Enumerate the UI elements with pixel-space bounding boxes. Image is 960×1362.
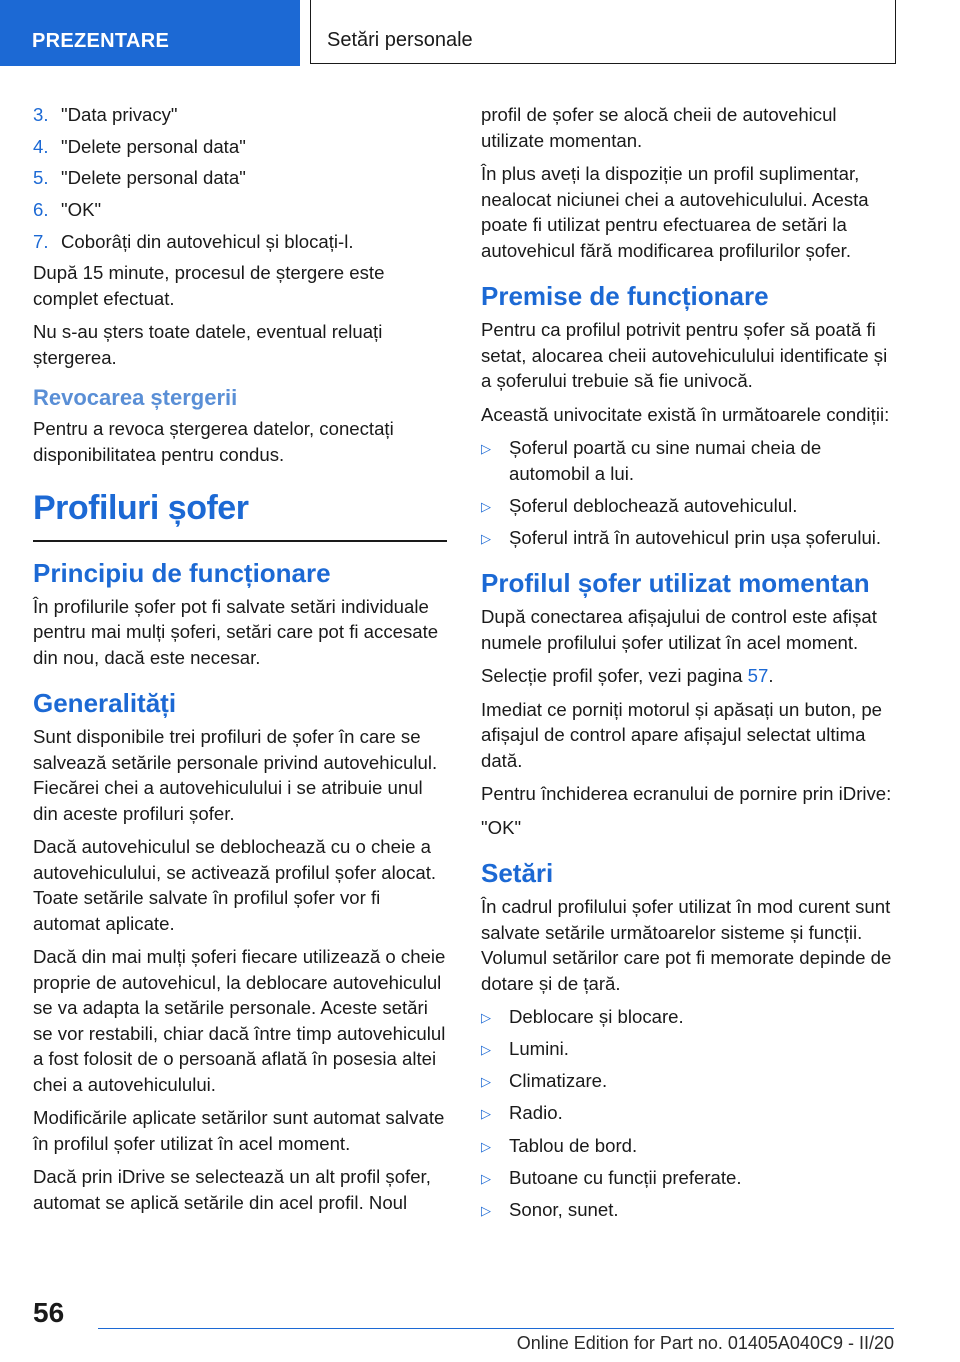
general-paragraph: Dacă autovehiculul se deblochează cu o cheie a autovehiculului, se activează profilul șofer alocat. Toate setările salvate în profilul șofer vor fi automat aplicate. <box>33 836 437 934</box>
revocation-text: Pentru a revoca ștergerea datelor, conectați disponibilitatea pentru condus. <box>33 418 394 465</box>
list-item <box>481 1165 895 1191</box>
continued-paragraph: profil de șofer se alocă cheii de autovehicul utilizate momentan. <box>481 104 837 151</box>
step-item <box>33 102 447 128</box>
ok-menu-item: "OK" <box>481 816 522 838</box>
bullet-arrow-icon: ▷ <box>481 1074 491 1090</box>
left-column <box>33 102 447 1223</box>
close-start-screen-text: Pentru închiderea ecranului de pornire prin iDrive: <box>481 783 892 805</box>
current-profile-text: După conectarea afișajului de control este afișat numele profilului șofer utilizat în acel moment. <box>481 606 877 653</box>
list-item-text: Radio. <box>509 1102 563 1124</box>
list-item-text: Șoferul intră în autovehicul prin ușa șoferului. <box>509 526 882 548</box>
step-number: 6. <box>33 199 49 221</box>
list-item-text: Butoane cu funcții preferate. <box>509 1166 742 1188</box>
list-item-text: Șoferul poartă cu sine numai cheia de automobil a lui. <box>509 437 822 484</box>
deletion-steps-list <box>33 102 447 254</box>
general-paragraph: Sunt disponibile trei profiluri de șofer în care se salvează setările personale privind autovehiculul. Fiecărei chei a autovehiculului i se atribuie unul din aceste profiluri șofer. <box>33 726 438 824</box>
page-number: 56 <box>33 1297 65 1328</box>
list-item <box>481 1036 895 1062</box>
step-item <box>33 229 447 255</box>
list-item <box>481 1133 895 1159</box>
principle-text: În profilurile șofer pot fi salvate setări individuale pentru mai mulți șoferi, setări care pot fi accesate din nou, dacă este necesar. <box>33 595 439 668</box>
step-text: "Data privacy" <box>61 104 178 125</box>
chapter-title-rule <box>33 540 447 542</box>
step-number: 7. <box>33 230 49 252</box>
bullet-arrow-icon: ▷ <box>481 1138 491 1154</box>
settings-text: În cadrul profilului șofer utilizat în mod curent sunt salvate setările următoarelor sisteme și funcții. Volumul setărilor care pot fi memorate depinde de dotare și de țară. <box>481 896 892 994</box>
deletion-complete-text: După 15 minute, procesul de ștergere este complet efectuat. <box>33 262 385 309</box>
step-item <box>33 165 447 191</box>
step-number: 3. <box>33 104 49 125</box>
page-header <box>0 0 960 66</box>
bullet-arrow-icon: ▷ <box>481 1010 491 1026</box>
list-item-text: Deblocare și blocare. <box>509 1006 684 1028</box>
list-item <box>481 1068 895 1094</box>
step-number: 4. <box>33 135 49 157</box>
page-link[interactable]: 57 <box>747 665 769 687</box>
principle-heading: Principiu de funcționare <box>33 557 331 588</box>
list-item <box>481 1004 895 1030</box>
list-item <box>481 1100 895 1126</box>
step-text: Coborâți din autovehicul și blocați-l. <box>61 230 354 252</box>
right-column <box>481 102 895 1229</box>
bullet-arrow-icon: ▷ <box>481 441 491 456</box>
bullet-arrow-icon: ▷ <box>481 1042 491 1058</box>
section-tab: PREZENTARE <box>0 0 300 66</box>
step-item <box>33 134 447 160</box>
reference-suffix: . <box>768 665 774 687</box>
list-item <box>481 525 895 551</box>
list-item-text: Climatizare. <box>509 1070 608 1092</box>
list-item-text: Sonor, sunet. <box>509 1198 619 1220</box>
chapter-title: Profiluri șofer <box>33 489 249 528</box>
footer-rule <box>98 1328 894 1329</box>
list-item <box>481 493 895 519</box>
list-item-text: Lumini. <box>509 1038 569 1060</box>
list-item <box>481 435 895 486</box>
deletion-retry-text: Nu s-au șters toate datele, eventual reluați ștergerea. <box>33 321 383 368</box>
general-heading: Generalități <box>33 688 177 719</box>
settings-heading: Setări <box>481 858 554 889</box>
list-item-text: Tablou de bord. <box>509 1134 638 1156</box>
prerequisites-text: Pentru ca profilul potrivit pentru șofer să poată fi setat, alocarea cheii autovehiculului identificate și a șoferului trebuie să fie univocă. <box>481 319 888 391</box>
step-text: "Delete personal data" <box>61 167 246 189</box>
profile-selection-reference <box>481 663 895 689</box>
extra-profile-paragraph: În plus aveți la dispoziție un profil suplimentar, nealocat niciunei chei a autovehiculului. Acesta poate fi utilizat pentru efectuarea de setări la autovehicul fără modificarea profilurilor șofer. <box>481 163 869 261</box>
settings-list <box>481 1004 895 1222</box>
reference-text: Selecție profil șofer, vezi pagina <box>481 665 748 687</box>
list-item-text: Șoferul deblochează autovehiculul. <box>509 494 798 516</box>
step-item <box>33 197 447 223</box>
current-profile-heading: Profilul șofer utilizat momentan <box>481 568 870 599</box>
bullet-arrow-icon: ▷ <box>481 1170 491 1186</box>
general-paragraph: Dacă prin iDrive se selectează un alt profil șofer, automat se aplică setările din acel profil. Noul <box>33 1166 431 1213</box>
list-item <box>481 1197 895 1223</box>
bullet-arrow-icon: ▷ <box>481 530 491 546</box>
general-paragraph: Modificările aplicate setărilor sunt automat salvate în profilul șofer utilizat în acel moment. <box>33 1107 445 1154</box>
step-number: 5. <box>33 167 49 189</box>
step-text: "OK" <box>61 199 102 221</box>
chapter-tab: Setări personale <box>310 0 896 64</box>
prerequisites-heading: Premise de funcționare <box>481 281 769 311</box>
prerequisites-conditions-intro: Această univocitate există în următoarele condiții: <box>481 403 890 425</box>
last-display-text: Imediat ce porniți motorul și apăsați un buton, pe afișajul de control apare afișajul selectat ultima dată. <box>481 698 883 771</box>
step-text: "Delete personal data" <box>61 135 246 157</box>
edition-footer: Online Edition for Part no. 01405A040C9 - II/20 <box>516 1333 894 1353</box>
bullet-arrow-icon: ▷ <box>481 1202 491 1218</box>
general-paragraph: Dacă din mai mulți șoferi fiecare utilizează o cheie proprie de autovehicul, la deblocare autovehiculul se va adapta la setările personale. Aceste setări se vor restabili, chiar dacă între timp autovehiculul a fost folosit de o persoană aflată în posesia altei chei a autovehiculului. <box>33 946 446 1095</box>
bullet-arrow-icon: ▷ <box>481 1106 491 1122</box>
prerequisites-list <box>481 435 895 550</box>
bullet-arrow-icon: ▷ <box>481 498 491 514</box>
revocation-heading: Revocarea ștergerii <box>33 385 238 411</box>
